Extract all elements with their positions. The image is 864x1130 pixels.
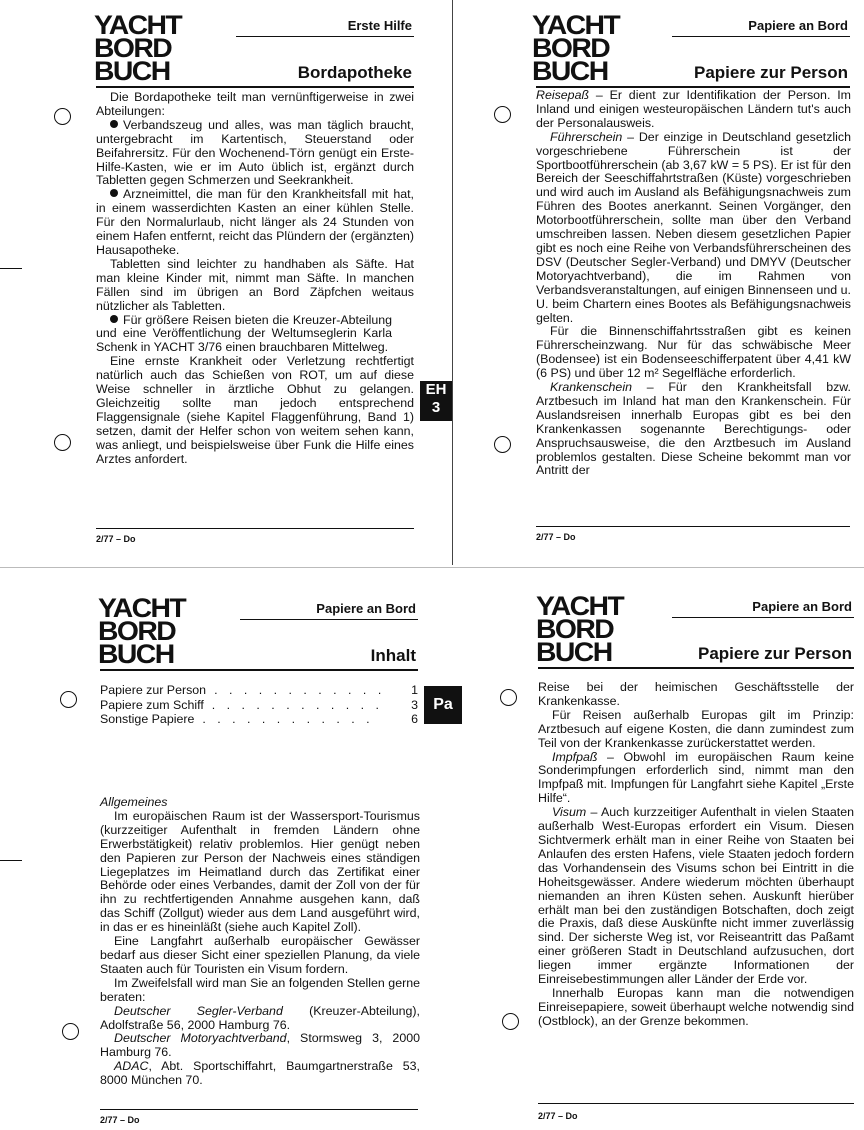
footer-code: 2/77 – Do	[96, 534, 136, 544]
footer-code: 2/77 – Do	[100, 1115, 140, 1125]
term-impfpass: Impfpaß	[552, 749, 598, 764]
punch-hole	[54, 434, 71, 451]
paragraph: Im Zweifelsfall wird man Sie an folgenden Stellen gerne beraten:	[100, 975, 420, 1004]
paragraph: Die Bordapotheke teilt man vernünftigerweise in zwei Abteilungen:	[96, 90, 414, 118]
page-bordapotheke	[0, 0, 447, 565]
category-label: Papiere an Bord	[316, 601, 416, 616]
bullet-icon	[110, 120, 118, 128]
punch-hole	[494, 106, 511, 123]
punch-hole	[502, 1013, 519, 1030]
paragraph: Impfpaß – Obwohl im europäischen Raum keine Sonderimpfungen erforderlich sind, nimmt man den Impfpaß mit. Impfungen für Langfahrt siehe Kapitel „Erste Hilfe“.	[538, 749, 854, 806]
paragraph: Reise bei der heimischen Geschäftsstelle der Krankenkasse.	[538, 680, 854, 708]
punch-hole	[500, 689, 517, 706]
divider	[672, 617, 854, 618]
toc-entry[interactable]: Papiere zur Person . . . . . . . . . . . . 1	[100, 683, 418, 697]
divider	[536, 526, 850, 527]
category-label: Papiere an Bord	[748, 18, 848, 33]
category-label: Erste Hilfe	[347, 18, 412, 33]
divider	[538, 1103, 854, 1104]
divider	[96, 86, 414, 88]
toc-entry[interactable]: Papiere zum Schiff . . . . . . . . . . . . 3	[100, 697, 418, 712]
term-reisepass: Reisepaß	[536, 88, 590, 102]
paragraph: Reisepaß – Er dient zur Identifikation der Person. Im Inland und einigen westeuropäischen Ländern tut's auch der Personalausweis.	[536, 88, 851, 130]
paragraph: Führerschein – Der einzige in Deutschland gesetzlich vorgeschriebene Führerschein ist der Sportbootführerschein (ab 3,67 kW = 5 PS). Er ist für den Bereich der Seeschiffahrtstraßen (Küste) vorgeschrieben und wird auch im Ausland als Befähigungsnachweis zum Führen des Bootes anerkannt. Seinen Vorgänger, den Motorbootführerschein, sollte man über den Verband umschreiben lassen. Neben diesem gesetzlichen Papier gibt es noch eine Reihe von Verbandsführerscheinen des DSV (Deutscher Segler-Verband) und DMYV (Deutscher Motoryachtverband), die im Rahmen von Verbandsveranstaltungen, auf einigen Binnenseen und u. U. beim Chartern eines Bootes als Befähigungsnachweis gelten.	[536, 129, 851, 325]
bullet-icon	[110, 189, 118, 197]
article-body	[100, 796, 420, 1088]
divider	[100, 1109, 418, 1110]
paragraph: Arzneimittel, die man für den Krankheitsfall mit hat, in einem wasserdichten Kasten an einer kühlen Stelle. Für den Normalurlaub, nicht länger als 24 Stunden von einem Hafen entfernt, reicht das Plündern der (ergänzten) Hausapotheke.	[96, 187, 414, 257]
footer-code: 2/77 – Do	[538, 1111, 578, 1121]
page-papiere-zur-person-2	[432, 565, 864, 1130]
paragraph: Eine ernste Krankheit oder Verletzung rechtfertigt natürlich auch das Schießen von ROT, um auf diese Weise schneller in ärztliche Obhut zu gelangen. Gleichzeitig sollte man jedoch entsprechend Flaggensignale (siehe Kapitel Flaggenführung, Band 1) setzen, damit der Helfer schon von weitem sehen kann, was anliegt, und beispielsweise über Funk die Hilfe eines Arztes anfordert.	[96, 354, 414, 466]
toc-entry[interactable]: Sonstige Papiere . . . . . . . . . . . . 6	[100, 712, 418, 726]
paragraph: Innerhalb Europas kann man die notwendigen Einreisepapiere, soweit überhaupt welche notwendig sind (Ostblock), an der Grenze bekommen.	[538, 985, 854, 1028]
subheading-allgemeines: Allgemeines	[100, 795, 168, 809]
yacht-bordbuch-logo: YACHT BORD BUCH	[532, 10, 620, 86]
punch-hole	[54, 108, 71, 125]
article-body	[536, 89, 851, 478]
yacht-bordbuch-logo: YACHT BORD BUCH	[94, 10, 182, 86]
article-body	[96, 91, 414, 466]
page-edge	[452, 0, 453, 565]
section-title: Bordapotheke	[297, 63, 412, 82]
org-adac: ADAC	[114, 1059, 149, 1074]
punch-hole	[494, 436, 511, 453]
article-body	[538, 681, 854, 1029]
page-edge	[0, 567, 432, 568]
divider	[240, 619, 418, 620]
yacht-bordbuch-logo: YACHT BORD BUCH	[98, 593, 186, 669]
paragraph: Tabletten sind leichter zu handhaben als Säfte. Hat man kleine Kinder mit, nimmt man Säfte. In manchen Fällen sind im übrigen an Bord Zäpfchen weitaus nützlicher als Tabletten.	[96, 256, 414, 313]
punch-hole	[60, 691, 77, 708]
paragraph: Eine Langfahrt außerhalb europäischer Gewässer bedarf aus dieser Sicht einer speziellen Planung, da viele Staaten auch für Touristen ein Visum fordern.	[100, 934, 420, 976]
paragraph: Visum – Auch kurzzeitiger Aufenthalt in vielen Staaten außerhalb West-Europas erfordert ein Visum. Diesen Sichtvermerk erhält man in einer Reihe von Staaten bei Anlaufen des ersten Hafens, viele Staaten jedoch fordern das Vorhandensein des Visums schon bei Eintritt in die Hoheitsgewässer. Andere wiederum möchten überhaupt niemanden an ihren Küsten sehen. Auskunft hierüber erhält man bei den zuständigen Botschaften, doch zeigt die Praxis, daß diese Auskünfte nicht immer zuverlässig sind. Der sicherste Weg ist, vor Reiseantritt das Paßamt einer größeren Stadt in Deutschland aufzusuchen, dort liegen immer ergänzte Informationen der Einreisebestimmungen aller Länder der Erde vor.	[538, 805, 854, 987]
punch-hole	[62, 1023, 79, 1040]
divider	[672, 36, 850, 37]
paragraph: Krankenschein – Für den Krankheitsfall bzw. Arztbesuch im Inland hat man den Krankenschein. Für Auslandsreisen innerhalb Europas gibt es bei den Krankenkassen sogenannte Berechtigungs- oder Anspruchsausweise, die den Arztbesuch im Ausland problemlos gestalten. Diese Scheine bekommt man vor Antritt der	[536, 380, 851, 478]
divider	[100, 669, 418, 671]
chapter-tab-pa: Pa	[424, 686, 462, 724]
paragraph: Im europäischen Raum ist der Wassersport-Tourismus (kurzzeitiger Aufenthalt in fremden Ländern ohne Erwerbstätigkeit) relativ problemlos. Hier genügt neben den Papieren zur Person der Nachweis eines ständigen Liegeplatzes im Heimatland durch das Zertifikat einer Behörde oder eines Verbandes, damit der Zoll von der für ihn zu rechtfertigenden Annahme ausgehen kann, daß das Schiff (Zollgut) wieder aus dem Land ausgeführt wird, in das er es hineinläßt (siehe auch Kapitel Zoll).	[100, 808, 420, 935]
fold-mark	[0, 860, 22, 861]
divider	[96, 528, 414, 529]
term-visum: Visum	[552, 805, 587, 820]
paragraph: Deutscher Motoryachtverband, Stormsweg 3, 2000 Hamburg 76.	[100, 1031, 420, 1060]
yacht-bordbuch-logo: YACHT BORD BUCH	[536, 591, 624, 667]
paragraph: ADAC, Abt. Sportschiffahrt, Baumgartnerstraße 53, 8000 München 70.	[100, 1059, 420, 1088]
fold-mark	[0, 268, 22, 269]
page-inhalt	[0, 565, 453, 1130]
term-krankenschein: Krankenschein	[550, 380, 632, 395]
paragraph: Verbandszeug und alles, was man täglich braucht, untergebracht im Kartentisch, Steuerstand oder Beifahrersitz. Für den Wochenend-Törn genügt ein Erste-Hilfe-Kasten, wie er im Auto üblich ist, ergänzt durch Tabletten gegen Schmerzen und Seekrankheit.	[96, 117, 414, 188]
org-dmyv: Deutscher Motoryachtverband	[114, 1031, 287, 1046]
divider	[236, 36, 414, 37]
paragraph: Für die Binnenschiffahrtsstraßen gibt es keinen Führerscheinzwang. Nur für das schwäbische Meer (Bodensee) ist ein Bodenseeschifferpatent über 4,41 kW (6 PS) und über 12 m² Segelfläche erforderlich.	[536, 324, 851, 381]
section-title: Papiere zur Person	[697, 644, 852, 663]
paragraph: Für Reisen außerhalb Europas gilt im Prinzip: Arztbesuch auf eigene Kosten, die dann zumindest zum Teil von der Krankenkasse zurückerstattet werden.	[538, 707, 854, 750]
section-title: Inhalt	[370, 646, 416, 665]
divider	[538, 667, 854, 669]
page-papiere-zur-person-1	[432, 0, 864, 565]
chapter-tab-eh3: EH 3	[420, 381, 452, 421]
page-edge	[432, 567, 864, 568]
bullet-icon	[110, 315, 118, 323]
section-title: Papiere zur Person	[693, 63, 848, 82]
category-label: Papiere an Bord	[752, 599, 852, 614]
paragraph: Für größere Reisen bieten die Kreuzer-Abteilung und eine Veröffentlichung der Weltumseglerin Karla Schenk in YACHT 3/76 einen brauchbaren Mittelweg.	[96, 312, 392, 355]
table-of-contents	[100, 683, 418, 727]
footer-code: 2/77 – Do	[536, 532, 576, 542]
term-fuehrerschein: Führerschein	[550, 129, 623, 144]
paragraph: Deutscher Segler-Verband (Kreuzer-Abteilung), Adolfstraße 56, 2000 Hamburg 76.	[100, 1003, 420, 1032]
org-dsv: Deutscher Segler-Verband	[114, 1003, 283, 1018]
